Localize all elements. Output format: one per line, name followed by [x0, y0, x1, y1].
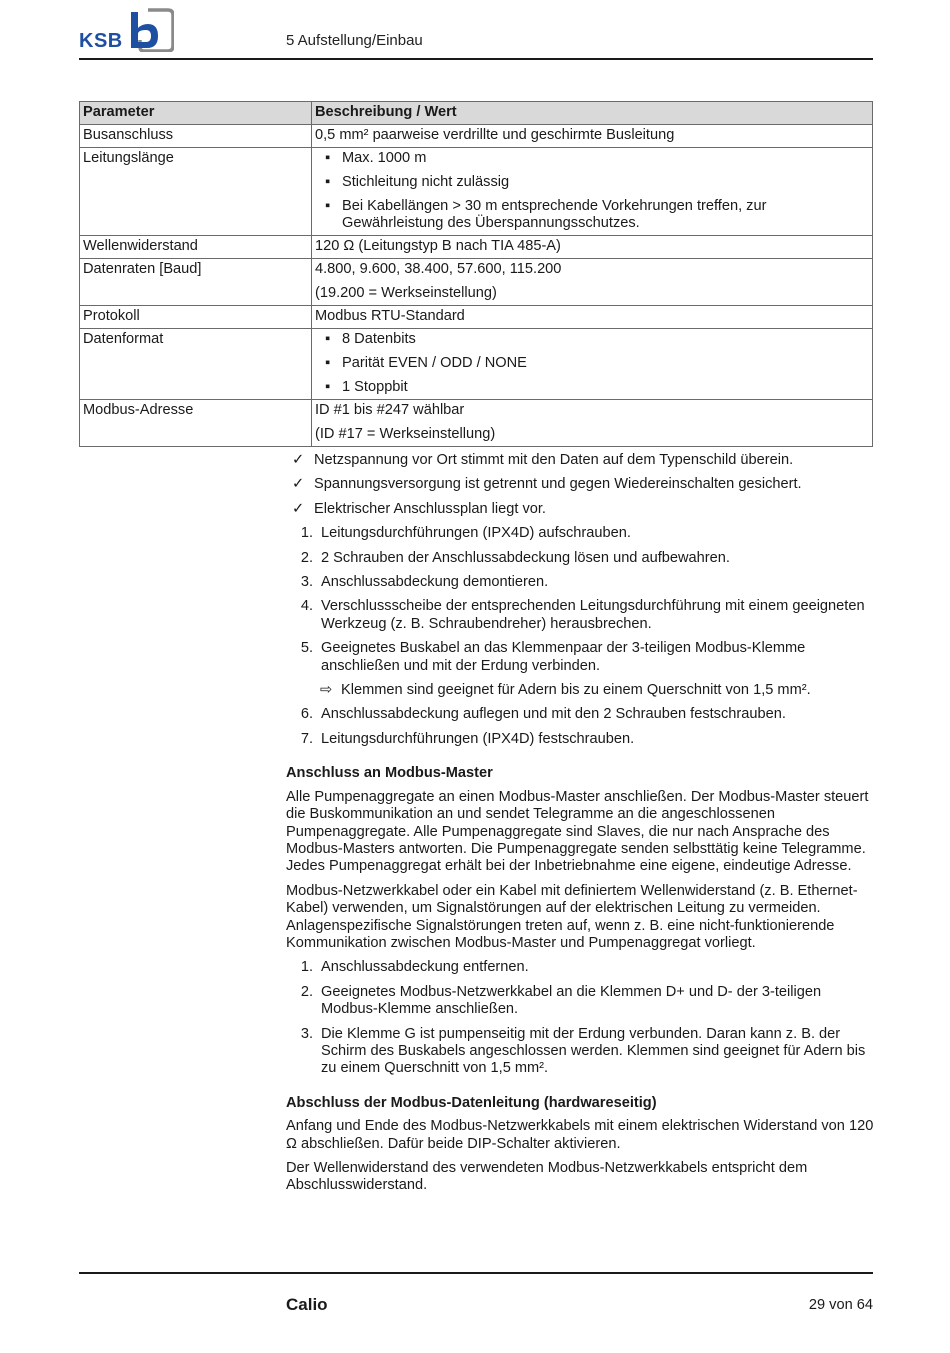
table-row — [80, 259, 873, 306]
param-cell: Protokoll — [80, 306, 312, 329]
param-cell: Wellenwiderstand — [80, 236, 312, 259]
value-cell — [312, 148, 873, 236]
step-text: Anschlussabdeckung demontieren. — [321, 574, 549, 591]
table-header-row — [80, 102, 873, 125]
main-content — [286, 452, 874, 1202]
value-cell: 0,5 mm² paarweise verdrillte und geschirmte Busleitung — [312, 125, 873, 148]
list-item — [315, 331, 869, 348]
bullet-square-icon: ▪ — [325, 198, 331, 214]
step-item — [286, 550, 874, 567]
logo-text: KSB — [79, 30, 123, 52]
value-cell — [312, 259, 873, 306]
precondition-item — [286, 452, 874, 469]
param-cell: Datenraten [Baud] — [80, 259, 312, 306]
step-item — [286, 598, 874, 633]
step-item — [286, 984, 874, 1019]
column-header: Beschreibung / Wert — [312, 102, 873, 125]
ksb-logo — [79, 8, 175, 52]
table-row — [80, 236, 873, 259]
table-row — [80, 400, 873, 447]
value-line: (ID #17 = Werkseinstellung) — [315, 426, 496, 442]
step-text: Leitungsdurchführungen (IPX4D) festschrauben. — [321, 730, 635, 747]
parameter-table — [79, 101, 873, 447]
bullet-text: Stichleitung nicht zulässig — [342, 174, 510, 190]
footer-rule — [79, 1272, 873, 1274]
section-heading: Anschluss an Modbus-Master — [286, 765, 493, 782]
section-header: 5 Aufstellung/Einbau — [286, 32, 423, 49]
list-item — [315, 174, 869, 191]
value-line: (19.200 = Werkseinstellung) — [315, 285, 497, 301]
bullet-text: Parität EVEN / ODD / NONE — [342, 355, 527, 371]
list-item — [315, 150, 869, 167]
precondition-text: Elektrischer Anschlussplan liegt vor. — [314, 500, 546, 517]
step-text: Die Klemme G ist pumpenseitig mit der Erdung verbunden. Daran kann z. B. der Schirm des Buskabels angeschlossen werden. Klemmen sind geeignet für Adern bis zu einem Querschnitt von 1,5 mm². — [321, 1025, 866, 1077]
precondition-item — [286, 501, 874, 518]
paragraph: Anfang und Ende des Modbus-Netzwerkkabels mit einem elektrischen Widerstand von 120 Ω abschließen. Dafür beide DIP-Schalter aktivieren. — [286, 1118, 874, 1152]
result-text: Klemmen sind geeignet für Adern bis zu einem Querschnitt von 1,5 mm². — [341, 682, 811, 699]
step-number: 1. — [300, 525, 313, 542]
paragraph: Alle Pumpenaggregate an einen Modbus-Master anschließen. Der Modbus-Master steuert die Buskommunikation an und sendet Telegramme an die angeschlossenen Pumpenaggregate. Alle Pumpenaggregate sind Slaves, die nur nach Ansprache des Modbus-Masters antworten. Die Pumpenaggregate senden selbsttätig keine Telegramme. Jedes Pumpenaggregat erhält bei der Inbetriebnahme eine eigene, eindeutige Adresse. — [286, 788, 869, 875]
step-number: 2. — [300, 549, 313, 566]
value-line: 4.800, 9.600, 38.400, 57.600, 115.200 — [315, 261, 562, 277]
step-number: 3. — [300, 1025, 313, 1042]
paragraph: Modbus-Netzwerkkabel oder ein Kabel mit definiertem Wellenwiderstand (z. B. Ethernet-Kabel) verwenden, um Signalstörungen auf der elektrischen Leitung zu vermeiden. Anlagenspezifische Signalstörungen treten auf, wenn z. B. eine nicht-funktionierende Kommunikation zwischen Modbus-Master und Pumpenaggregat vorliegt. — [286, 882, 858, 951]
step-number: 3. — [300, 574, 313, 591]
value-cell — [312, 329, 873, 400]
bullet-text: Bei Kabellängen > 30 m entsprechende Vorkehrungen treffen, zur Gewährleistung des Überspannungsschutzes. — [342, 198, 767, 231]
step-number: 5. — [300, 640, 313, 657]
list-item — [315, 198, 869, 232]
table-row — [80, 329, 873, 400]
precondition-text: Spannungsversorgung ist getrennt und gegen Wiedereinschalten gesichert. — [314, 476, 802, 493]
paragraph: Der Wellenwiderstand des verwendeten Modbus-Netzwerkkabels entspricht dem Abschlusswiderstand. — [286, 1160, 808, 1194]
step-number: 2. — [300, 983, 313, 1000]
step-number: 4. — [300, 598, 313, 615]
step-text: Anschlussabdeckung entfernen. — [321, 959, 529, 976]
page-number: 29 von 64 — [808, 1297, 873, 1313]
step-result — [286, 682, 874, 699]
bullet-square-icon: ▪ — [325, 174, 331, 190]
step-text: Geeignetes Buskabel an das Klemmenpaar der 3-teiligen Modbus-Klemme anschließen und mit der Erdung verbinden. — [321, 640, 806, 674]
step-item — [286, 525, 874, 542]
check-icon: ✓ — [292, 500, 305, 517]
bullet-square-icon: ▪ — [325, 331, 331, 347]
step-number: 1. — [300, 959, 313, 976]
table-row — [80, 125, 873, 148]
step-item — [286, 1026, 874, 1078]
value-cell: Modbus RTU-Standard — [312, 306, 873, 329]
value-line: ID #1 bis #247 wählbar — [315, 402, 465, 418]
table-row — [80, 306, 873, 329]
check-icon: ✓ — [292, 476, 305, 493]
step-text: Leitungsdurchführungen (IPX4D) aufschrauben. — [321, 525, 631, 542]
step-text: 2 Schrauben der Anschlussabdeckung lösen und aufbewahren. — [321, 549, 730, 566]
list-item — [315, 355, 869, 372]
list-item — [315, 379, 869, 396]
bullet-text: Max. 1000 m — [342, 150, 427, 166]
section-heading: Abschluss der Modbus-Datenleitung (hardwareseitig) — [286, 1094, 657, 1111]
bullet-square-icon: ▪ — [325, 150, 331, 166]
value-cell — [312, 400, 873, 447]
column-header: Parameter — [80, 102, 312, 125]
param-cell: Modbus-Adresse — [80, 400, 312, 447]
check-icon: ✓ — [292, 452, 305, 468]
param-cell: Datenformat — [80, 329, 312, 400]
logo-mark-icon — [128, 8, 174, 52]
table-row — [80, 148, 873, 236]
value-cell: 120 Ω (Leitungstyp B nach TIA 485-A) — [312, 236, 873, 259]
step-item — [286, 574, 874, 591]
precondition-item — [286, 476, 874, 493]
param-cell: Busanschluss — [80, 125, 312, 148]
step-text: Anschlussabdeckung auflegen und mit den 2 Schrauben festschrauben. — [321, 706, 786, 723]
step-item — [286, 731, 874, 748]
bullet-square-icon: ▪ — [325, 355, 331, 371]
bullet-square-icon: ▪ — [325, 379, 331, 395]
step-item — [286, 640, 874, 675]
step-number: 6. — [300, 706, 313, 723]
step-text: Verschlussscheibe der entsprechenden Leitungsdurchführung mit einem geeigneten Werkzeug (z. B. Schraubendreher) herausbrechen. — [321, 598, 865, 632]
header-rule — [79, 58, 873, 60]
precondition-text: Netzspannung vor Ort stimmt mit den Daten auf dem Typenschild überein. — [314, 452, 794, 468]
param-cell: Leitungslänge — [80, 148, 312, 236]
product-title: Calio — [286, 1295, 328, 1314]
bullet-text: 8 Datenbits — [342, 331, 416, 347]
bullet-text: 1 Stoppbit — [342, 379, 408, 395]
step-item — [286, 959, 874, 976]
step-number: 7. — [300, 730, 313, 747]
result-arrow-icon: ⇨ — [320, 682, 333, 699]
step-item — [286, 706, 874, 723]
step-text: Geeignetes Modbus-Netzwerkkabel an die Klemmen D+ und D- der 3-teiligen Modbus-Klemme anschließen. — [321, 983, 822, 1018]
